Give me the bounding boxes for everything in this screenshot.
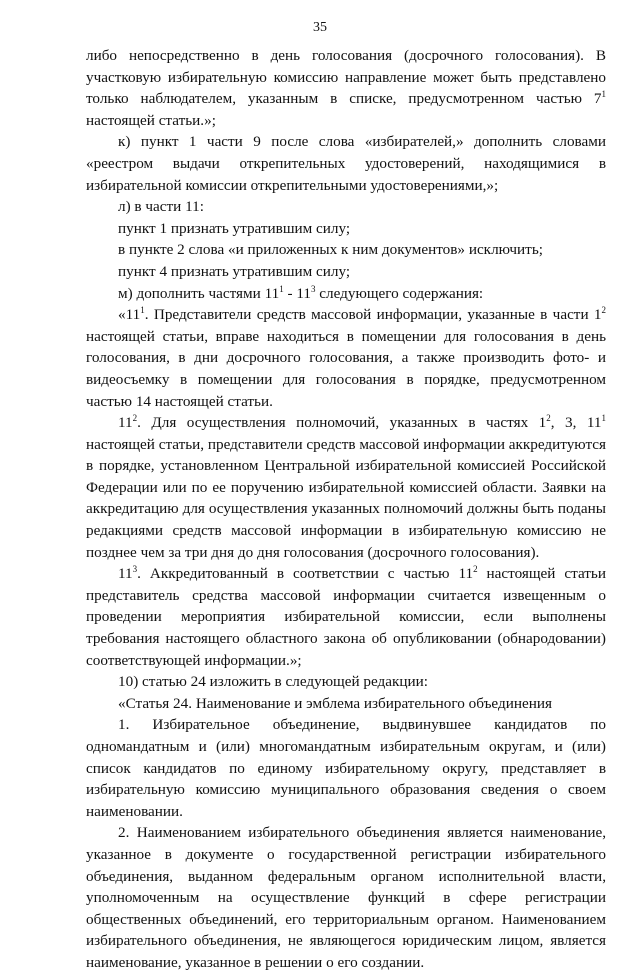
- superscript: 2: [473, 564, 478, 575]
- text-run: - 11: [283, 284, 311, 302]
- text-run: . Представители средств массовой информации, указанные в части 1: [144, 306, 602, 324]
- superscript: 2: [132, 413, 138, 424]
- paragraph-part-11-3: [86, 563, 606, 671]
- text-run: настоящей статьи представитель средства массовой информации считается извещенным о проведении мероприятия избирательной комиссии, если выполнены требования настоящего областного закона об опубликовании (обнародовании) соответствующей информации.»;: [86, 565, 606, 669]
- paragraph-point-4: пункт 4 признать утратившим силу;: [118, 262, 351, 280]
- superscript: 1: [279, 283, 284, 294]
- paragraph-item-l: л) в части 11:: [118, 198, 204, 216]
- superscript: 2: [601, 305, 606, 316]
- document-body: [86, 45, 606, 974]
- text-run: настоящей статьи, представители средств массовой информации аккредитуются в порядке, установленном Центральной избирательной комиссией Российской Федерации или по ее поручению избирательной комиссией области. Заявки на аккредитацию для осуществления указанных полномочий должны быть поданы редакциями средств массовой информации в избирательную комиссию не позднее чем за три дня до дня голосования (досрочного голосования).: [86, 435, 606, 561]
- paragraph-part-11-1: [86, 304, 606, 412]
- superscript: 1: [601, 89, 606, 100]
- superscript: 3: [311, 283, 316, 294]
- paragraph-continuation: [86, 45, 606, 131]
- text-run: , 3, 11: [550, 414, 602, 432]
- superscript: 1: [140, 305, 145, 316]
- text-run: 11: [118, 414, 133, 432]
- paragraph-item-m: [86, 283, 606, 305]
- text-run: настоящей статьи.»;: [86, 111, 216, 129]
- text-run: настоящей статьи, вправе находиться в помещении для голосования в день голосования, в дни досрочного голосования, а также производить фото- и видеосъемку в помещении для голосования в порядке, предусмотренном частью 14 настоящей статьи.: [86, 327, 606, 410]
- superscript: 1: [601, 413, 607, 424]
- paragraph-item-k: к) пункт 1 части 9 после слова «избирателей,» дополнить словами «реестром выдачи открепительных удостоверений, находящимися в избирательной комиссии открепительными удостоверениями,»;: [86, 133, 606, 194]
- paragraph-item-10: 10) статью 24 изложить в следующей редакции:: [118, 673, 428, 691]
- text-run: . Аккредитованный в соответствии с частью 11: [137, 565, 474, 583]
- paragraph-point-1: пункт 1 признать утратившим силу;: [118, 219, 351, 237]
- article-24-heading: «Статья 24. Наименование и эмблема избирательного объединения: [118, 694, 552, 712]
- text-run: м) дополнить частями 11: [118, 284, 280, 302]
- page-number: 35: [313, 20, 327, 35]
- text-run: либо непосредственно в день голосования (досрочного голосования). В участковую избирательную комиссию направление может быть представлено только наблюдателем, указанным в списке, предусмотренном частью 7: [86, 47, 606, 108]
- article-24-part-2: 2. Наименованием избирательного объединения является наименование, указанное в документе о государственной регистрации избирательного объединения, выданном федеральным органом исполнительной власти, уполномоченным на осуществление функций в сфере регистрации общественных объединений, его территориальным органом. Наименованием избирательного объединения, не являющегося юридическим лицом, является наименование, указанное в решении о его создании.: [86, 824, 606, 971]
- text-run: «11: [118, 306, 141, 324]
- superscript: 2: [546, 413, 551, 424]
- text-run: 11: [118, 565, 133, 583]
- article-24-part-1: 1. Избирательное объединение, выдвинувшее кандидатов по одномандатным и (или) многомандатным избирательным округам, и (или) список кандидатов по единому избирательному округу, представляет в избирательную комиссию муниципального образования сведения о своем наименовании.: [86, 716, 606, 820]
- text-run: . Для осуществления полномочий, указанных в частях 1: [137, 414, 547, 432]
- superscript: 3: [132, 564, 138, 575]
- text-run: следующего содержания:: [315, 284, 484, 302]
- paragraph-point-2: в пункте 2 слова «и приложенных к ним документов» исключить;: [118, 241, 543, 259]
- paragraph-part-11-2: [86, 412, 606, 563]
